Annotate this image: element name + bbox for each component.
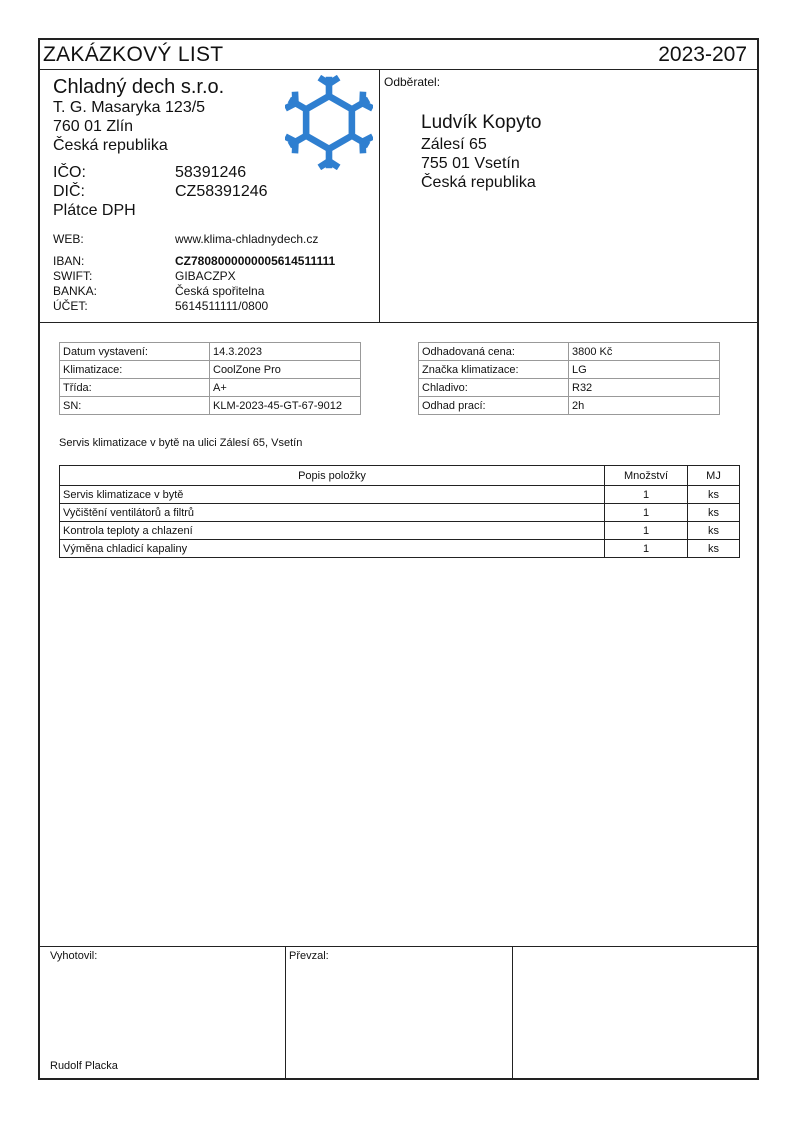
header-section <box>40 70 757 323</box>
swift-value: GIBACZPX <box>175 269 236 283</box>
ico-label: IČO: <box>53 164 86 181</box>
work-order-frame <box>38 38 759 1080</box>
detail-label: Datum vystavení: <box>60 343 210 361</box>
detail-value: A+ <box>210 379 361 397</box>
customer-street: Zálesí 65 <box>421 136 487 153</box>
item-unit: ks <box>688 522 740 540</box>
item-unit: ks <box>688 504 740 522</box>
item-description: Kontrola teploty a chlazení <box>60 522 605 540</box>
detail-value: 3800 Kč <box>569 343 720 361</box>
table-row <box>60 540 740 558</box>
iban-value: CZ7808000000005614511111 <box>175 254 336 268</box>
customer-city: 755 01 Vsetín <box>421 155 520 172</box>
item-unit: ks <box>688 540 740 558</box>
customer-label: Odběratel: <box>384 75 441 89</box>
table-row <box>60 397 361 415</box>
item-unit: ks <box>688 486 740 504</box>
supplier-country: Česká republika <box>53 137 168 154</box>
prepared-by-label: Vyhotovil: <box>50 950 98 962</box>
detail-value: KLM-2023-45-GT-67-9012 <box>210 397 361 415</box>
detail-label: SN: <box>60 397 210 415</box>
account-label: ÚČET: <box>53 299 88 313</box>
item-quantity: 1 <box>605 504 688 522</box>
detail-value: 2h <box>569 397 720 415</box>
footer-divider <box>512 947 513 1078</box>
item-quantity: 1 <box>605 486 688 504</box>
table-row <box>419 379 720 397</box>
prepared-by-name: Rudolf Placka <box>50 1060 118 1072</box>
table-row <box>60 379 361 397</box>
table-row <box>60 361 361 379</box>
detail-label: Klimatizace: <box>60 361 210 379</box>
item-description: Servis klimatizace v bytě <box>60 486 605 504</box>
table-row <box>419 343 720 361</box>
column-header-unit: MJ <box>688 466 740 486</box>
dic-value: CZ58391246 <box>175 183 268 200</box>
item-description: Výměna chladicí kapaliny <box>60 540 605 558</box>
vat-status: Plátce DPH <box>53 202 136 219</box>
detail-value: LG <box>569 361 720 379</box>
web-label: WEB: <box>53 232 84 246</box>
footer-divider <box>285 947 286 1078</box>
document-number: 2023-207 <box>658 43 747 66</box>
detail-label: Značka klimatizace: <box>419 361 569 379</box>
detail-label: Chladivo: <box>419 379 569 397</box>
supplier-name: Chladný dech s.r.o. <box>53 76 225 98</box>
web-value: www.klima-chladnydech.cz <box>175 232 319 246</box>
signature-section <box>40 946 757 1078</box>
snowflake-icon <box>285 75 373 170</box>
bank-value: Česká spořitelna <box>175 284 265 298</box>
table-row <box>60 504 740 522</box>
service-note: Servis klimatizace v bytě na ulici Zálesí 65, Vsetín <box>59 437 303 449</box>
document-title: ZAKÁZKOVÝ LIST <box>43 43 224 66</box>
detail-label: Třída: <box>60 379 210 397</box>
column-header-quantity: Množství <box>605 466 688 486</box>
header-divider <box>379 70 380 322</box>
table-row <box>60 486 740 504</box>
details-table-right <box>418 342 720 415</box>
item-quantity: 1 <box>605 540 688 558</box>
customer-name: Ludvík Kopyto <box>421 112 542 133</box>
detail-value: 14.3.2023 <box>210 343 361 361</box>
table-row <box>60 522 740 540</box>
items-table <box>59 465 740 558</box>
detail-label: Odhadovaná cena: <box>419 343 569 361</box>
supplier-city: 760 01 Zlín <box>53 118 134 135</box>
swift-label: SWIFT: <box>53 269 93 283</box>
dic-label: DIČ: <box>53 183 85 200</box>
bank-label: BANKA: <box>53 284 98 298</box>
iban-label: IBAN: <box>53 254 85 268</box>
account-value: 5614511111/0800 <box>175 299 269 313</box>
table-row <box>419 361 720 379</box>
detail-value: R32 <box>569 379 720 397</box>
details-table-left <box>59 342 361 415</box>
ico-value: 58391246 <box>175 164 247 181</box>
column-header-description: Popis položky <box>60 466 605 486</box>
detail-label: Odhad prací: <box>419 397 569 415</box>
item-description: Vyčištění ventilátorů a filtrů <box>60 504 605 522</box>
item-quantity: 1 <box>605 522 688 540</box>
table-row <box>60 343 361 361</box>
supplier-street: T. G. Masaryka 123/5 <box>53 99 206 116</box>
table-header-row <box>60 466 740 486</box>
detail-value: CoolZone Pro <box>210 361 361 379</box>
table-row <box>419 397 720 415</box>
title-bar <box>40 40 757 70</box>
received-by-label: Převzal: <box>289 950 329 962</box>
customer-country: Česká republika <box>421 174 536 191</box>
